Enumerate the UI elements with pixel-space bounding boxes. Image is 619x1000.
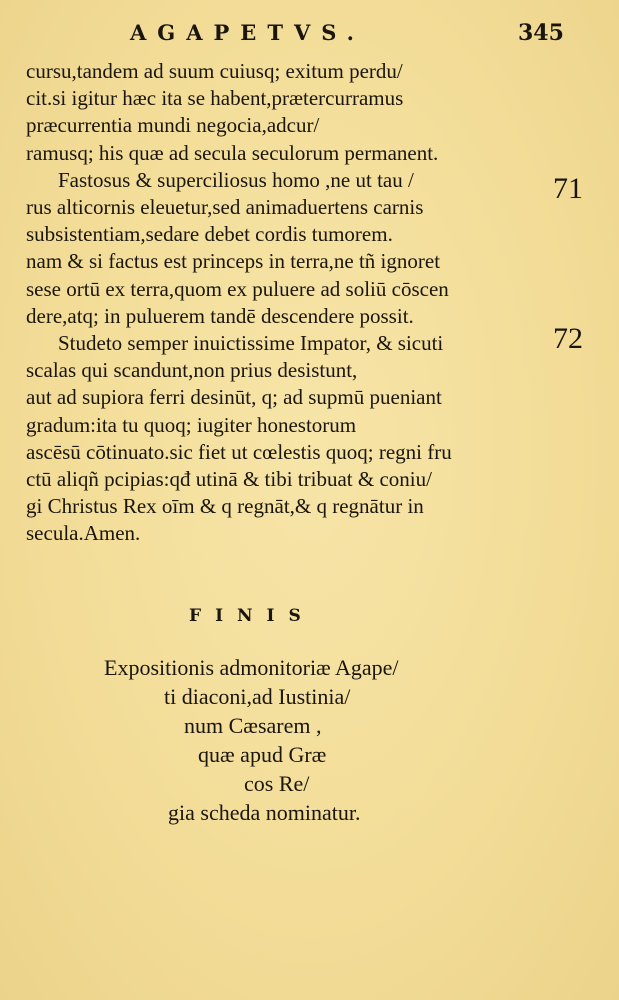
- text-line: secula.Amen.: [26, 521, 141, 546]
- text-line: cit.si igitur hæc ita se habent,prætercurramus: [26, 86, 404, 111]
- colophon-line: quæ apud Græ: [198, 742, 327, 767]
- text-line: ascēsū cōtinuato.sic fiet ut cœlestis quoq; regni fru: [26, 439, 452, 464]
- text-line: cursu,tandem ad suum cuiusq; exitum perdu/: [26, 59, 403, 83]
- text-line: ramusq; his quæ ad secula seculorum permanent.: [26, 140, 439, 165]
- margin-number: 72: [553, 322, 583, 355]
- running-header: AGAPETVS.: [130, 20, 365, 45]
- colophon: [60, 653, 500, 827]
- finis-heading: FINIS: [189, 606, 315, 626]
- colophon-line: gia scheda nominatur.: [168, 800, 361, 825]
- colophon-line: num Cæsarem ,: [184, 713, 322, 738]
- margin-number: 71: [553, 172, 583, 205]
- text-line: præcurrentia mundi negocia,adcur/: [26, 113, 320, 138]
- text-line: rus alticornis eleuetur,sed animaduertens carnis: [26, 195, 424, 220]
- text-line: dere,atq; in puluerem tandē descendere possit.: [26, 303, 414, 328]
- colophon-line: Expositionis admonitoriæ Agape/: [104, 655, 399, 680]
- main-text-block: [26, 58, 546, 548]
- text-line: ctū aliqñ pcipias:qđ utinā & tibi tribuat & coniu/: [26, 467, 432, 492]
- text-line: nam & si factus est princeps in terra,ne tñ ignoret: [26, 249, 441, 274]
- text-line: Studeto semper inuictissime Impator, & sicuti: [58, 331, 444, 356]
- text-line: aut ad supiora ferri desinūt, q; ad supmū pueniant: [26, 385, 442, 410]
- text-line: subsistentiam,sedare debet cordis tumorem.: [26, 222, 393, 247]
- text-line: sese ortū ex terra,quom ex puluere ad soliū cōscen: [26, 276, 449, 301]
- text-line: Fastosus & superciliosus homo ,ne ut tau /: [58, 167, 414, 192]
- text-line: gi Christus Rex oīm & q regnāt,& q regnātur in: [26, 494, 424, 519]
- colophon-line: cos Re/: [244, 771, 310, 796]
- text-line: gradum:ita tu quoq; iugiter honestorum: [26, 412, 357, 437]
- page-number: 345: [518, 20, 564, 46]
- text-line: scalas qui scandunt,non prius desistunt,: [26, 358, 358, 383]
- colophon-line: ti diaconi,ad Iustinia/: [164, 684, 351, 709]
